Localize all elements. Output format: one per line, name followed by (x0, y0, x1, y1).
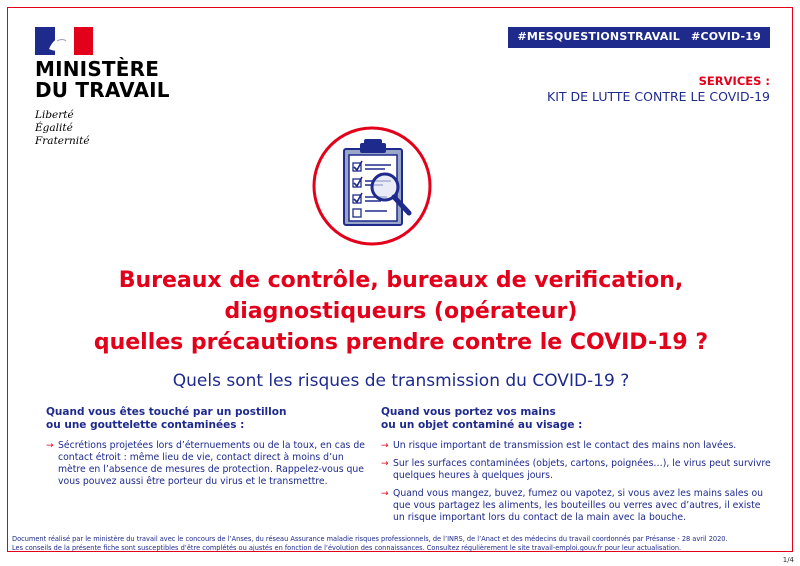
droplet-transmission-column (46, 406, 366, 494)
column-heading (381, 406, 771, 432)
ministry-line-1: MINISTÈRE (35, 57, 160, 81)
clipboard-checklist-magnifier-icon (311, 125, 433, 247)
hashtag-mesquestionstravail: #MESQUESTIONSTRAVAIL (517, 30, 680, 43)
main-title-line-3: quelles précautions prendre contre le COVID-19 ? (93, 330, 709, 355)
motto-egalite: Égalité (35, 122, 73, 134)
republic-motto (35, 109, 90, 148)
hand-transmission-column (381, 406, 771, 530)
hashtag-covid19: #COVID-19 (691, 30, 761, 43)
document-page (7, 7, 793, 552)
column-heading-line-1: Quand vous portez vos mains (381, 406, 556, 418)
page-number: 1/4 (782, 556, 794, 564)
main-title-line-1: Bureaux de contrôle, bureaux de verification, (118, 268, 684, 293)
footer-note (12, 535, 787, 553)
services-title: SERVICES : (698, 74, 770, 88)
marianne-flag-icon (35, 27, 93, 55)
motto-fraternite: Fraternité (35, 135, 90, 147)
section-subtitle: Quels sont les risques de transmission du COVID-19 ? (172, 371, 630, 391)
motto-liberte: Liberté (35, 109, 74, 121)
footer-line-2: Les conseils de la présente fiche sont susceptibles d’être complétés ou ajustés en fonction de l’évolution des connaissances. Consultez régulièrement le site travail-emploi.gouv.fr pour leur actualisation. (12, 544, 682, 552)
list-item: → Sur les surfaces contaminées (objets, cartons, poignées…), le virus peut survivre quelques heures à quelques jours. (381, 458, 771, 482)
main-title-line-2: diagnostiqueurs (opérateur) (224, 299, 578, 324)
ministry-line-2: DU TRAVAIL (35, 78, 170, 102)
column-heading-line-1: Quand vous êtes touché par un postillon (46, 406, 287, 418)
list-item: → Sécrétions projetées lors d’éternuements ou de la toux, en cas de contact étroit : même lieu de vie, contact direct à moins d’un mètre en l’absence de mesures de protection. Rappelez-vous que vous pouvez aussi être porteur du virus et le transmettre. (46, 440, 366, 488)
column-heading-line-2: ou un objet contaminé au visage : (381, 419, 583, 431)
services-subtitle: KIT DE LUTTE CONTRE LE COVID-19 (547, 89, 770, 104)
hashtag-banner (508, 27, 770, 48)
bullet-list (381, 440, 771, 524)
footer-line-1: Document réalisé par le ministère du travail avec le concours de l’Anses, du réseau Assurance maladie risques professionnels, de l’INRS, de l’Anact et des médecins du travail coordonnés par Présanse - 28 avril 2020. (12, 535, 728, 543)
list-item: → Un risque important de transmission est le contact des mains non lavées. (381, 440, 771, 452)
bullet-list (46, 440, 366, 488)
column-heading (46, 406, 366, 432)
column-heading-line-2: ou une gouttelette contaminées : (46, 419, 245, 431)
main-title (8, 265, 794, 358)
list-item: → Quand vous mangez, buvez, fumez ou vapotez, si vous avez les mains sales ou que vous partagez les aliments, les bouteilles ou verres avec d’autres, il existe un risque important lors du contact de la main avec la bouche. (381, 488, 771, 524)
ministry-name (35, 59, 170, 101)
